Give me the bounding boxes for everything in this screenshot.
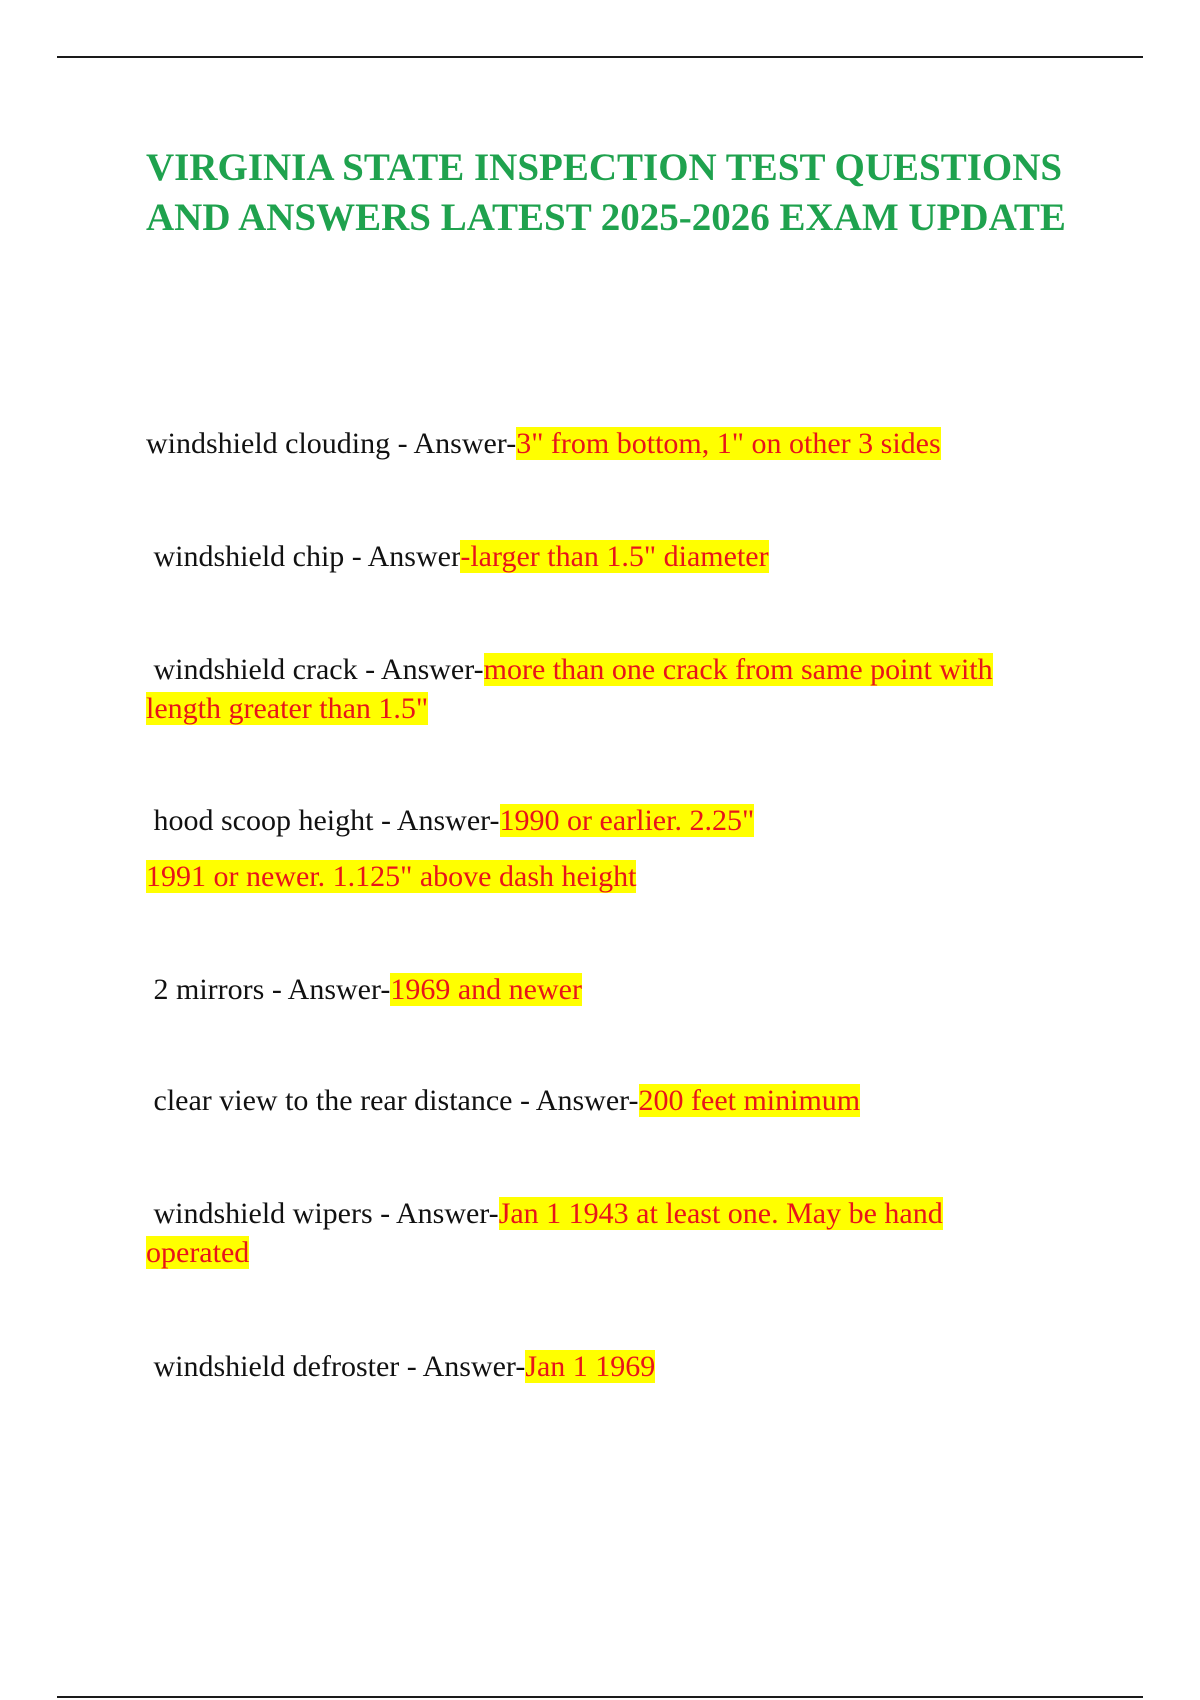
question-text: hood scoop height - Answer- <box>146 804 500 837</box>
answer-text: 1990 or earlier. 2.25" <box>499 804 755 837</box>
qa-item-windshield-chip <box>146 537 1086 576</box>
question-text: windshield clouding - Answer- <box>146 427 517 460</box>
qa-item-two-mirrors <box>146 970 1086 1009</box>
answer-text: more than one crack from same point with length greater than 1.5" <box>146 653 993 725</box>
question-text: windshield crack - Answer- <box>146 653 484 686</box>
document-title: VIRGINIA STATE INSPECTION TEST QUESTIONS AND ANSWERS LATEST 2025-2026 EXAM UPDATE <box>146 146 1066 239</box>
answer-text: 1969 and newer <box>390 973 582 1006</box>
footer-rule <box>57 1696 1143 1698</box>
answer-text: 1991 or newer. 1.125" above dash height <box>146 860 637 893</box>
question-text: windshield chip - Answer <box>146 540 461 573</box>
qa-item-windshield-crack <box>146 650 1066 728</box>
answer-text: Jan 1 1943 at least one. May be hand operated <box>146 1197 943 1269</box>
question-text: clear view to the rear distance - Answer- <box>146 1084 639 1117</box>
answer-text: Jan 1 1969 <box>525 1350 656 1383</box>
question-text: windshield defroster - Answer- <box>146 1350 526 1383</box>
qa-item-hood-scoop-height <box>146 801 1086 840</box>
header-rule <box>57 56 1143 58</box>
qa-item-hood-scoop-height-continued <box>146 857 636 896</box>
qa-item-windshield-wipers <box>146 1194 1026 1272</box>
answer-text: 3" from bottom, 1" on other 3 sides <box>516 427 941 460</box>
question-text: 2 mirrors - Answer- <box>146 973 391 1006</box>
answer-text: -larger than 1.5" diameter <box>460 540 769 573</box>
qa-item-windshield-defroster <box>146 1347 1086 1386</box>
qa-item-clear-view-rear <box>146 1081 1086 1120</box>
qa-item-windshield-clouding <box>146 424 1086 463</box>
question-text: windshield wipers - Answer- <box>146 1197 499 1230</box>
answer-text: 200 feet minimum <box>638 1084 861 1117</box>
